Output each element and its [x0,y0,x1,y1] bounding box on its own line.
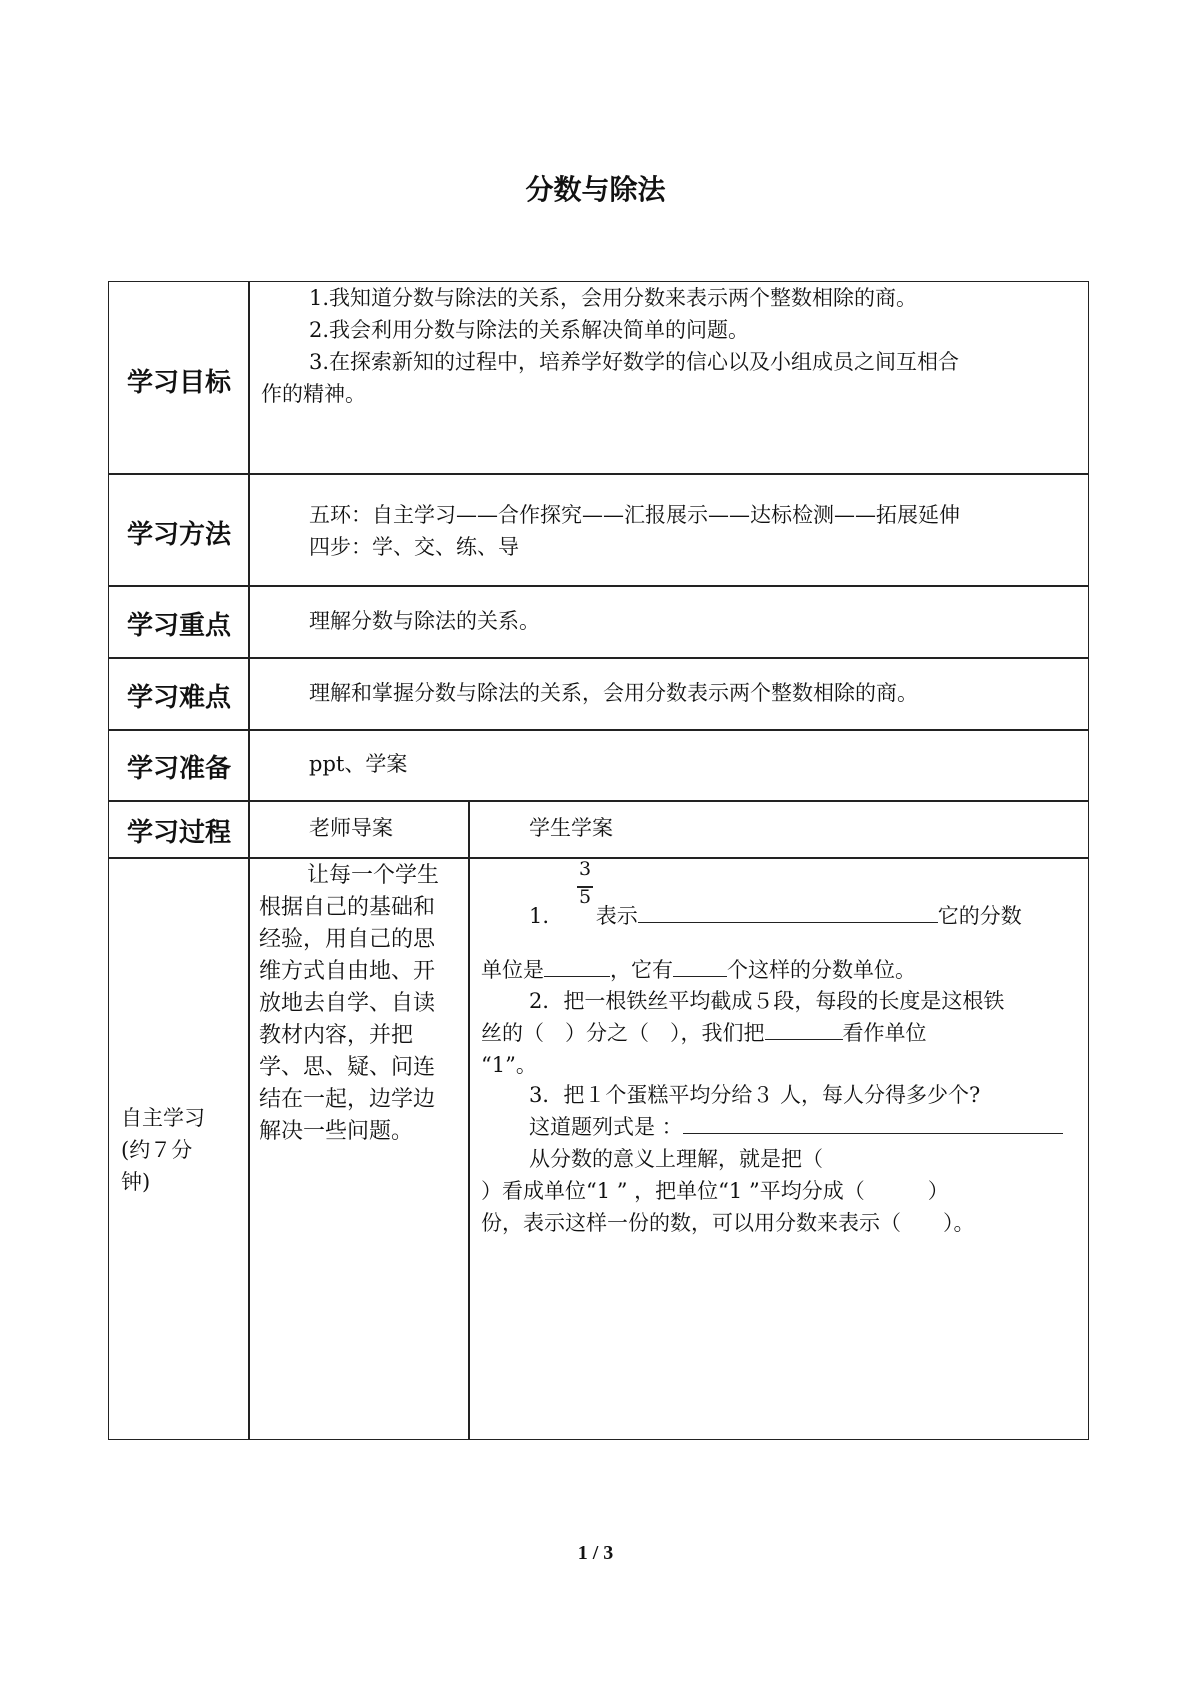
fraction-numerator: 3 [578,858,592,880]
row-divider [109,729,1088,731]
label-process: 学习过程 [126,818,231,848]
teacher-guide-line: 维方式自由地、开 [259,959,436,984]
q2-line: 2．把一根铁丝平均截成５段，每段的长度是这根铁 [529,989,1005,1013]
objective-line: 作的精神。 [261,382,366,406]
row-divider [109,657,1088,659]
self-study-label-line: (约７分 [121,1138,193,1162]
q3-line [481,1111,1081,1143]
lesson-table [108,281,1089,1440]
q2-text-c: 看作单位 [842,1021,927,1045]
teacher-guide-line: 让每一个学生 [307,863,440,888]
q3-line: 从分数的意义上理解，就是把（ [529,1147,823,1171]
self-study-label-line: 钟) [121,1170,151,1194]
key-point-content: 理解分数与除法的关系。 [309,609,540,633]
row-divider [109,473,1088,475]
page-title: 分数与除法 [525,173,666,206]
method-line: 五环：自主学习——合作探究——汇报展示——达标检测——拓展延伸 [309,503,960,527]
label-objectives: 学习目标 [126,368,231,398]
teacher-guide-line: 根据自己的基础和 [259,895,436,920]
label-key-point: 学习重点 [126,611,231,641]
teacher-guide-line: 经验，用自己的思 [259,927,436,952]
self-study-label-line: 自主学习 [121,1106,205,1130]
teacher-guide-line: 教材内容，并把 [259,1023,414,1048]
q1-line2 [481,954,1081,986]
q2-block [481,985,1081,1081]
row-divider [109,857,1088,859]
label-preparation: 学习准备 [126,754,231,784]
objective-line: 2.我会利用分数与除法的关系解决简单的问题。 [309,318,750,342]
q1-text-c: 单位是 [481,958,544,982]
page-number: 1 / 3 [577,1542,614,1564]
row-divider [109,585,1088,587]
method-line: 四步：学、交、练、导 [309,535,519,559]
q2-line [481,1017,1081,1049]
q1-blank-meaning[interactable] [638,902,938,923]
self-study-label [121,1102,241,1198]
q1-blank-unit[interactable] [544,956,610,977]
q3-line: 份，表示这样一份的数，可以用分数来表示（ ）。 [481,1211,975,1235]
teacher-guide [259,860,465,1148]
row-divider [109,800,1088,802]
q1-text-e: 个这样的分数单位。 [727,958,916,982]
student-header: 学生学案 [529,816,613,840]
method-content [309,499,1079,563]
difficulty-content: 理解和掌握分数与除法的关系，会用分数表示两个整数相除的商。 [309,681,918,705]
objective-line: 3.在探索新知的过程中，培养学好数学的信心以及小组成员之间互相合 [309,350,960,374]
q1-text-d: ，它有 [610,958,673,982]
preparation-content: ppt、学案 [309,752,408,776]
q1-number: 1. [529,904,550,928]
teacher-guide-line: 解决一些问题。 [259,1119,414,1144]
q2-blank[interactable] [765,1019,843,1040]
q2-line: “1”。 [481,1053,537,1077]
q3-line: 3．把１个蛋糕平均分给３ 人，每人分得多少个? [529,1083,981,1107]
q3-block [481,1079,1081,1239]
teacher-header: 老师导案 [309,816,393,840]
q3-line: ）看成单位“1 ” ，把单位“1 ”平均分成（ ） [481,1179,949,1203]
teacher-guide-line: 结在一起，边学边 [259,1087,436,1112]
q1-blank-count[interactable] [673,956,727,977]
fraction-denominator: 5 [578,886,592,908]
q2-text-b: 丝的（ ）分之（ ），我们把 [481,1021,765,1045]
objectives-content [261,282,1081,410]
q1-text-a: 表示 [595,904,638,928]
q1-line1 [529,900,1089,932]
column-divider [468,800,470,1439]
q1-text-b: 它的分数 [937,904,1022,928]
label-method: 学习方法 [126,520,231,550]
column-divider [248,282,250,1439]
objective-line: 1.我知道分数与除法的关系，会用分数来表示两个整数相除的商。 [309,286,918,310]
teacher-guide-line: 放地去自学、自读 [259,991,436,1016]
q3-blank-expression[interactable] [683,1113,1063,1134]
label-difficulty: 学习难点 [126,683,231,713]
q3-text-b: 这道题列式是 ： [529,1115,683,1139]
teacher-guide-line: 学、思、疑、问连 [259,1055,436,1080]
